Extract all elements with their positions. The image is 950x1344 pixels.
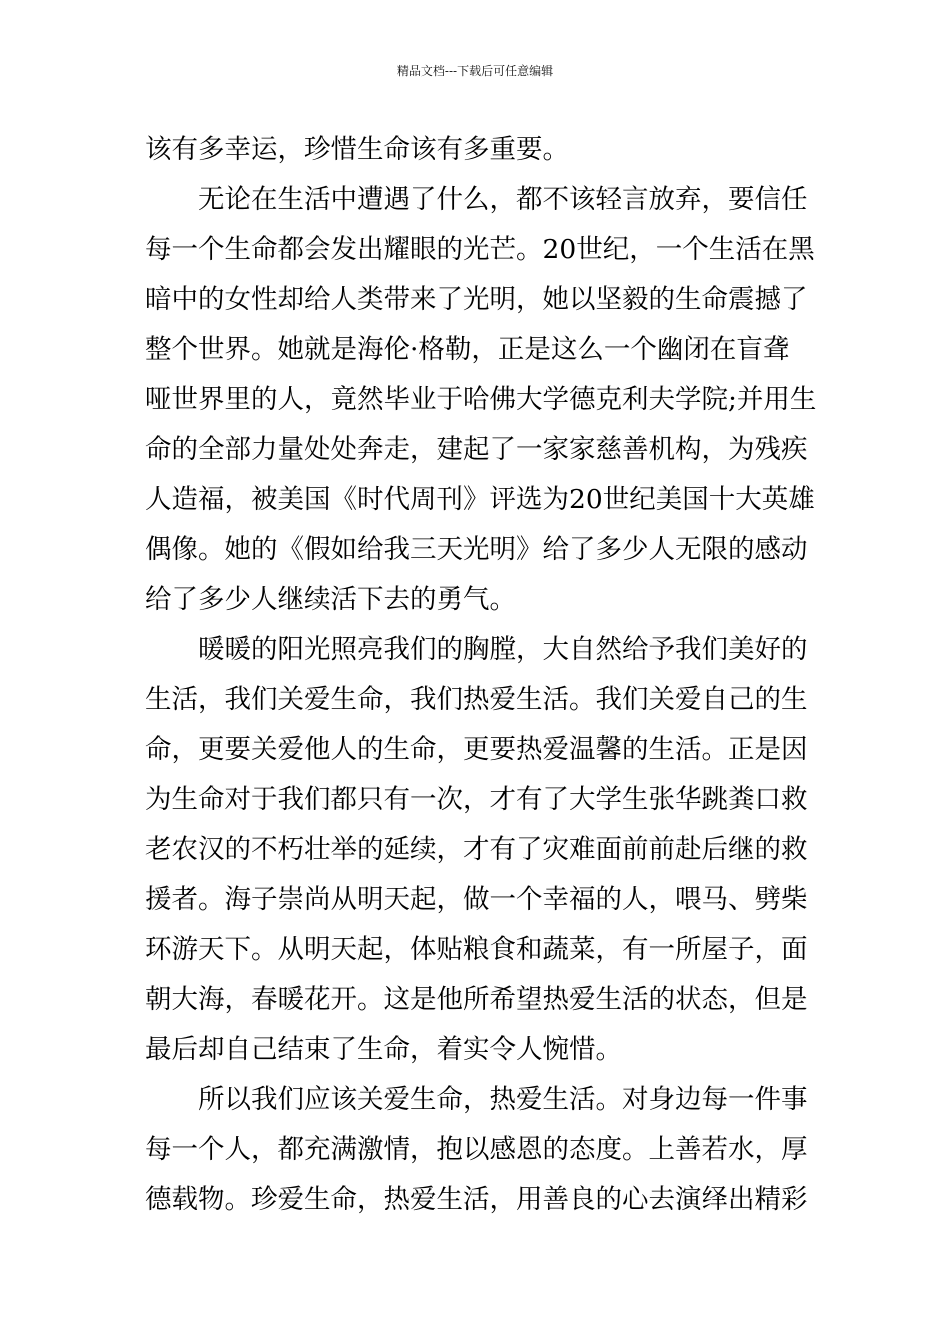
- body-text-line: 暗中的女性却给人类带来了光明，她以坚毅的生命震撼了: [145, 284, 808, 315]
- body-text-line: 哑世界里的人，竟然毕业于哈佛大学德克利夫学院;并用生: [145, 384, 817, 415]
- page-header: 精品文档---下载后可任意编辑: [396, 64, 554, 78]
- body-text-line: 为生命对于我们都只有一次，才有了大学生张华跳粪口救: [145, 784, 808, 815]
- body-text-line: 无论在生活中遭遇了什么，都不该轻言放弃，要信任: [145, 184, 808, 215]
- body-text-line: 援者。海子崇尚从明天起，做一个幸福的人，喂马、劈柴: [145, 884, 808, 915]
- body-text-line: 朝大海，春暖花开。这是他所希望热爱生活的状态，但是: [145, 984, 808, 1015]
- body-text-line: 老农汉的不朽壮举的延续，才有了灾难面前前赴后继的救: [145, 834, 808, 865]
- body-text-line: 环游天下。从明天起，体贴粮食和蔬菜，有一所屋子，面: [145, 934, 808, 965]
- body-text-line: 德载物。珍爱生命，热爱生活，用善良的心去演绎出精彩: [145, 1184, 808, 1215]
- body-text-line: 整个世界。她就是海伦·格勒，正是这么一个幽闭在盲聋: [145, 334, 790, 365]
- body-text-line: 每一个人，都充满激情，抱以感恩的态度。上善若水，厚: [145, 1134, 808, 1165]
- body-text-line: 命的全部力量处处奔走，建起了一家家慈善机构，为残疾: [145, 434, 808, 465]
- body-text-line: 最后却自己结束了生命，着实令人惋惜。: [145, 1034, 622, 1065]
- body-text-line: 偶像。她的《假如给我三天光明》给了多少人无限的感动: [145, 534, 808, 565]
- body-text-line: 该有多幸运，珍惜生命该有多重要。: [145, 134, 569, 165]
- body-text-line: 暖暖的阳光照亮我们的胸膛，大自然给予我们美好的: [145, 634, 808, 665]
- body-text-line: 生活，我们关爱生命，我们热爱生活。我们关爱自己的生: [145, 684, 808, 715]
- body-text-line: 每一个生命都会发出耀眼的光芒。20世纪，一个生活在黑: [145, 234, 815, 265]
- body-text-line: 命，更要关爱他人的生命，更要热爱温馨的生活。正是因: [145, 734, 808, 765]
- body-text-line: 人造福，被美国《时代周刊》评选为20世纪美国十大英雄: [145, 484, 815, 515]
- body-text-line: 所以我们应该关爱生命，热爱生活。对身边每一件事: [145, 1084, 808, 1115]
- body-text-line: 给了多少人继续活下去的勇气。: [145, 584, 516, 615]
